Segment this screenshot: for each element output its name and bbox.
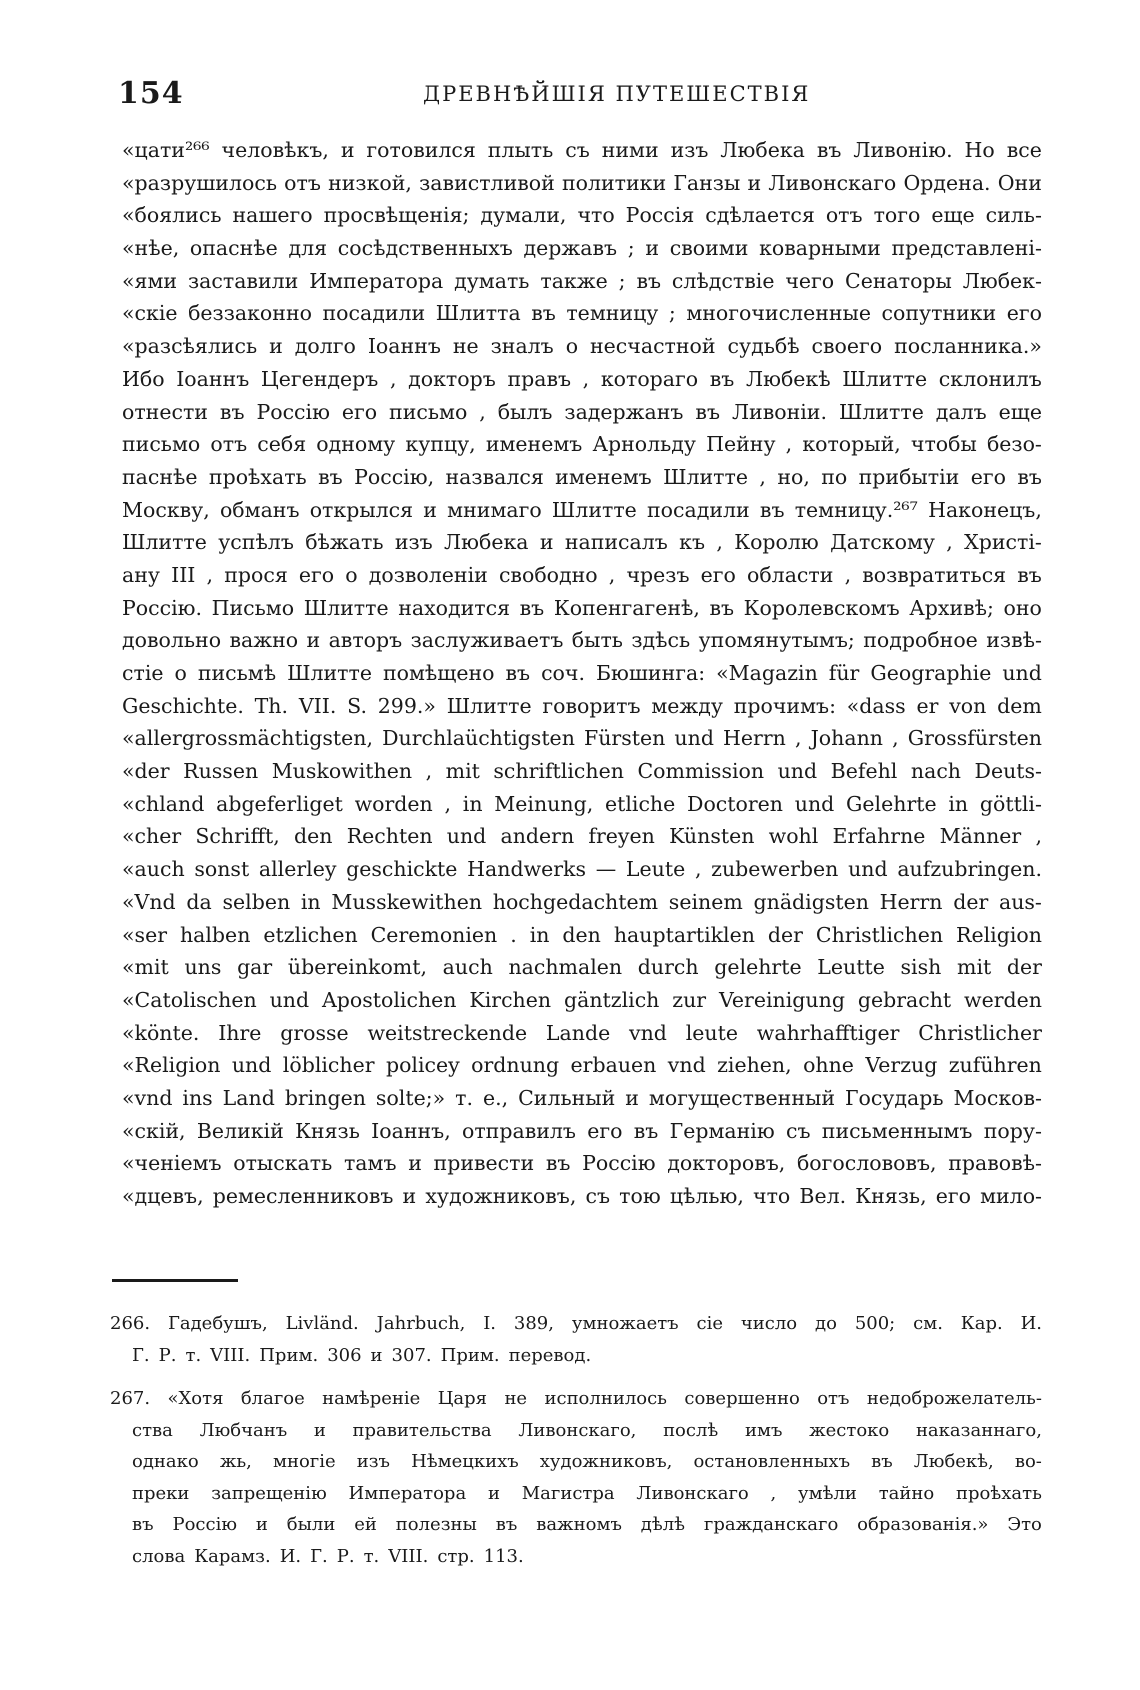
text-line: «боялись нашего просвѣщенія; думали, что Россія сдѣлается отъ того еще силь- (122, 203, 1042, 228)
footnote-266-line: 266. Гадебушъ, Livländ. Jahrbuch, I. 389, умножаетъ сіе число до 500; см. Кар. И. (110, 1313, 1042, 1334)
text-line: Geschichte. Th. VII. S. 299.» Шлитте говоритъ между прочимъ: «dass er von dem (122, 693, 1042, 718)
text-line: «Religion und löblicher policey ordnung erbauen vnd ziehen, ohne Verzug zuführen (122, 1053, 1042, 1078)
text-line: стіе о письмѣ Шлитте помѣщено въ соч. Бюшинга: «Magazin für Geographie und (122, 661, 1042, 685)
text-line: «der Russen Muskowithen , mit schriftlichen Commission und Befehl nach Deuts- (122, 759, 1042, 784)
text-line: «ями заставили Императора думать также ; въ слѣдствіе чего Сенаторы Любек- (122, 268, 1042, 293)
footnote-266-line: Г. Р. т. VIII. Прим. 306 и 307. Прим. перевод. (132, 1344, 592, 1366)
text-line: «цати²⁶⁶ человѣкъ, и готовился плыть съ ними изъ Любека въ Ливонію. Но все (122, 138, 1042, 162)
text-line: «разрушилось отъ низкой, завистливой политики Ганзы и Ливонскаго Ордена. Они (122, 170, 1042, 195)
text-line: «ser halben etzlichen Ceremonien . in den hauptartiklen der Christlichen Religion (122, 922, 1042, 947)
text-line: «Vnd da selben in Musskewithen hochgedachtem seinem gnädigsten Herrn der aus- (122, 889, 1042, 914)
footnote-267-line: однако жь, многіе изъ Нѣмецкихъ художниковъ, остановленныхъ въ Любекѣ, во- (132, 1451, 1042, 1472)
footnote-267-line: въ Россію и были ей полезны въ важномъ дѣлѣ гражданскаго образованія.» Это (132, 1514, 1042, 1535)
text-line: «chland abgeferliget worden , in Meinung, etliche Doctoren und Gelehrte in göttli- (122, 791, 1042, 816)
footnote-267-line: 267. «Хотя благое намѣреніе Царя не исполнилось совершенно отъ недоброжелатель- (110, 1388, 1042, 1409)
text-line: «нѣе, опаснѣе для сосѣдственныхъ державъ ; и своими коварными представлені- (122, 236, 1042, 261)
text-line: Ибо Іоаннъ Цегендеръ , докторъ правъ , котораго въ Любекѣ Шлитте склонилъ (122, 366, 1042, 391)
text-line: «allergrossmächtigsten, Durchlaüchtigsten Fürsten und Herrn , Johann , Grossfürsten (122, 726, 1042, 751)
text-line: ану III , прося его о дозволеніи свободно , чрезъ его области , возвратиться въ (122, 562, 1042, 587)
page-number: 154 (118, 76, 184, 111)
page-header (118, 76, 1043, 116)
footnotes (110, 1313, 1042, 1577)
footnote-267-line: ства Любчанъ и правительства Ливонскаго, послѣ имъ жестоко наказаннаго, (132, 1419, 1042, 1441)
text-line: Москву, обманъ открылся и мнимаго Шлитте посадили въ темницу.²⁶⁷ Наконецъ, (122, 497, 1042, 522)
footnote-267-line: преки запрещенію Императора и Магистра Ливонскаго , умѣли тайно проѣхать (132, 1482, 1042, 1504)
text-line: довольно важно и авторъ заслуживаетъ быть здѣсь упомянутымъ; подробное извѣ- (122, 628, 1042, 653)
footnote-267-line: слова Карамз. И. Г. Р. т. VIII. стр. 113. (132, 1545, 524, 1567)
text-line: «cher Schrifft, den Rechten und andern freyen Künsten wohl Erfahrne Männer , (122, 824, 1042, 849)
text-line: «ченіемъ отыскать тамъ и привести въ Россію докторовъ, богослововъ, правовѣ- (122, 1151, 1042, 1176)
text-line: письмо отъ себя одному купцу, именемъ Арнольду Пейну , который, чтобы безо- (122, 432, 1042, 457)
text-line: «mit uns gar übereinkomt, auch nachmalen durch gelehrte Leutte sish mit der (122, 955, 1042, 980)
text-line: отнести въ Россію его письмо , былъ задержанъ въ Ливоніи. Шлитте далъ еще (122, 399, 1042, 424)
text-line: «vnd ins Land bringen solte;» т. е., Сильный и могущественный Государь Москов- (122, 1085, 1042, 1110)
text-line: Шлитте успѣлъ бѣжать изъ Любека и написалъ къ , Королю Датскому , Христі- (122, 530, 1042, 555)
text-line: «скій, Великій Князь Іоаннъ, отправилъ его въ Германію съ письменнымъ пору- (122, 1118, 1042, 1143)
text-line: «дцевъ, ремесленниковъ и художниковъ, съ тою цѣлью, что Вел. Князь, его мило- (122, 1184, 1042, 1208)
main-text (122, 138, 1042, 1217)
text-line: «скіе беззаконно посадили Шлитта въ темницу ; многочисленные сопутники его (122, 301, 1042, 326)
running-title: ДРЕВНѢЙШІЯ ПУТЕШЕСТВІЯ (423, 82, 811, 106)
text-line: паснѣе проѣхать въ Россію, назвался именемъ Шлитте , но, по прибытіи его въ (122, 464, 1042, 489)
text-line: Россію. Письмо Шлитте находится въ Копенгагенѣ, въ Королевскомъ Архивѣ; оно (122, 595, 1042, 620)
text-line: «auch sonst allerley geschickte Handwerks — Leute , zubewerben und aufzubringen. (122, 857, 1042, 882)
text-line: «Catolischen und Apostolichen Kirchen gäntzlich zur Vereinigung gebracht werden (122, 987, 1042, 1012)
text-line: «könte. Ihre grosse weitstreckende Lande vnd leute wahrhafftiger Christlicher (122, 1020, 1042, 1045)
footnote-divider (112, 1279, 238, 1282)
text-line: «разсѣялись и долго Іоаннъ не зналъ о несчастной судьбѣ своего посланника.» (122, 334, 1042, 359)
